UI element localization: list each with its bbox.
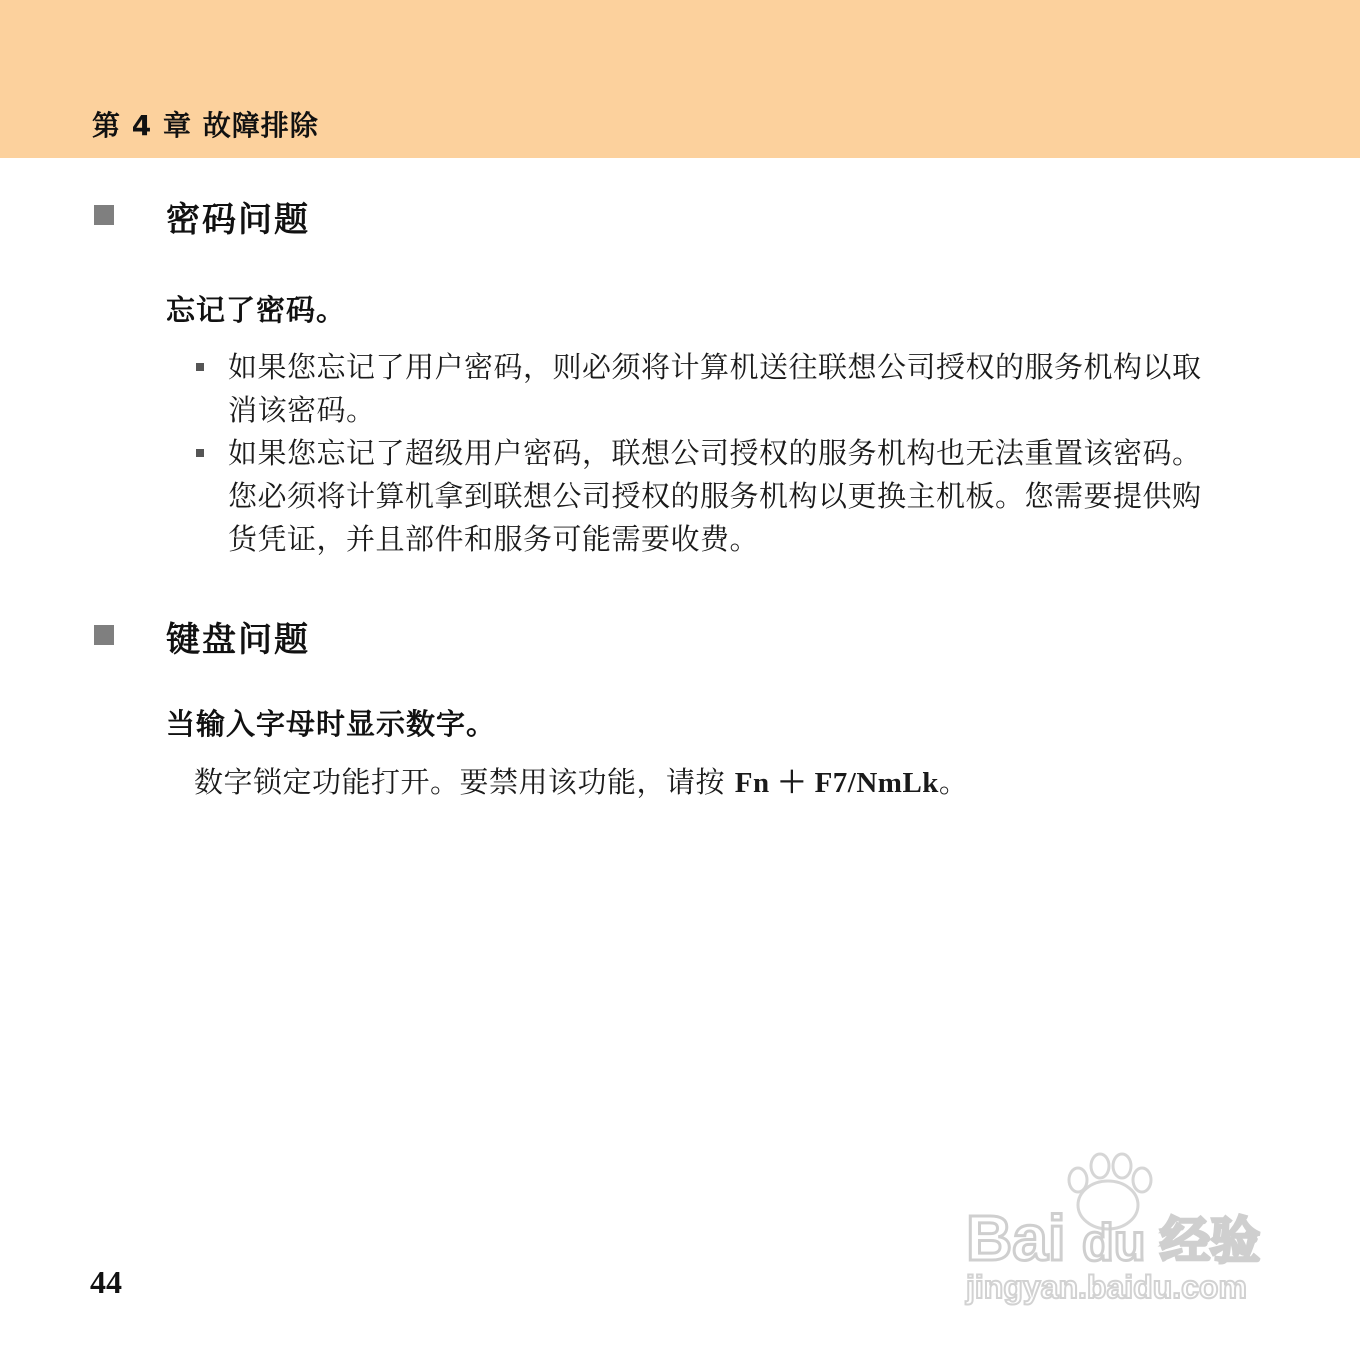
watermark-url: jingyan.baidu.com (966, 1269, 1247, 1305)
answer-period: 。 (938, 765, 969, 799)
keyboard-answer (194, 760, 968, 801)
list-item (190, 432, 1230, 561)
section-title-password: 密码问题 (166, 200, 310, 240)
key-combination: Fn ＋ F7/NmLk (734, 767, 939, 799)
chapter-title: 第 4 章 故障排除 (92, 109, 319, 142)
section-bullet-icon (94, 205, 114, 225)
list-item-text: 如果您忘记了超级用户密码，联想公司授权的服务机构也无法重置该密码。您必须将计算机拿到联想公司授权的服务机构以更换主机板。您需要提供购货凭证，并且部件和服务可能需要收费。 (228, 436, 1202, 556)
question-numbers-appear: 当输入字母时显示数字。 (166, 707, 497, 741)
password-solutions-list (190, 346, 1230, 561)
list-item (190, 346, 1230, 432)
watermark-brand: Bai (966, 1202, 1066, 1274)
section-bullet-icon (94, 625, 114, 645)
section-title-keyboard: 键盘问题 (166, 620, 310, 660)
baidu-jingyan-watermark (960, 1150, 1290, 1310)
list-item-text: 如果您忘记了用户密码，则必须将计算机送往联想公司授权的服务机构以取消该密码。 (228, 350, 1202, 427)
watermark-brand-cn: 经验 (1160, 1212, 1260, 1270)
answer-text: 数字锁定功能打开。要禁用该功能，请按 (194, 765, 735, 799)
page-number: 44 (90, 1264, 122, 1300)
square-bullet-icon (196, 449, 204, 457)
question-forgot-password: 忘记了密码。 (166, 293, 347, 327)
square-bullet-icon (196, 363, 204, 371)
watermark-brand-du: du (1082, 1214, 1146, 1272)
